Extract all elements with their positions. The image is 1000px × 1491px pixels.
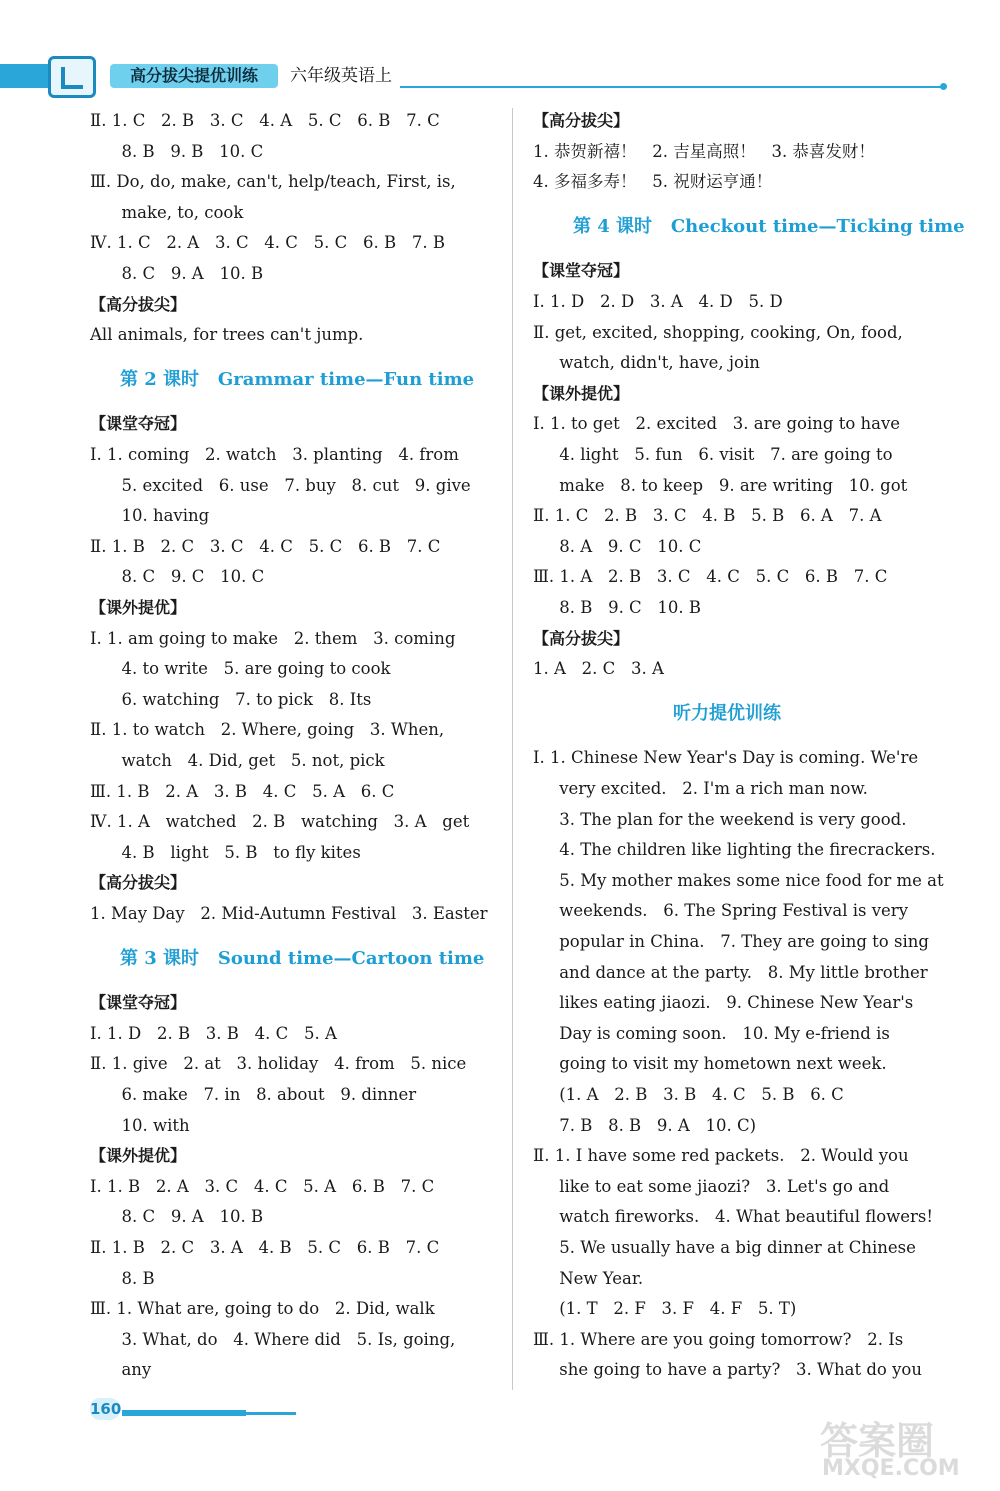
answer-line: 3. The plan for the weekend is very good. — [533, 809, 907, 829]
lesson-title: 第 4 课时 Checkout time—Ticking time — [573, 215, 965, 237]
answer-line: 10. having — [90, 506, 210, 526]
answer-line: Ⅲ. 1. A 2. B 3. C 4. C 5. C 6. B 7. C — [533, 567, 888, 587]
section-heading: 【高分拔尖】 — [533, 628, 630, 648]
footer-rule — [122, 1410, 246, 1416]
answer-line: 6. make 7. in 8. about 9. dinner — [90, 1085, 417, 1104]
answer-line: 10. with — [90, 1115, 190, 1135]
answer-line: watch 4. Did, get 5. not, pick — [90, 751, 385, 770]
answer-line: 4. B light 5. B to fly kites — [90, 842, 361, 862]
answer-line: Ⅱ. get, excited, shopping, cooking, On, food, — [533, 322, 903, 342]
answer-line: Ⅱ. 1. to watch 2. Where, going 3. When, — [90, 720, 445, 740]
answer-line: Ⅲ. 1. Where are you going tomorrow? 2. Is — [533, 1329, 904, 1349]
lesson-title: 第 3 课时 Sound time—Cartoon time — [120, 947, 485, 969]
answer-line: 5. excited 6. use 7. buy 8. cut 9. give — [90, 475, 471, 495]
answer-line: 5. My mother makes some nice food for me at — [533, 870, 944, 890]
section-heading: 【高分拔尖】 — [533, 111, 630, 130]
lesson-title: 听力提优训练 — [673, 702, 781, 724]
answer-line: Ⅰ. 1. D 2. B 3. B 4. C 5. A — [90, 1023, 337, 1043]
section-heading: 【课外提优】 — [533, 383, 630, 403]
answer-line: and dance at the party. 8. My little brother — [533, 962, 928, 982]
answer-line: (1. A 2. B 3. B 4. C 5. B 6. C — [533, 1085, 844, 1104]
answer-line: Ⅱ. 1. B 2. C 3. A 4. B 5. C 6. B 7. C — [90, 1238, 440, 1257]
answer-line: (1. T 2. F 3. F 4. F 5. T) — [533, 1299, 797, 1319]
answer-line: likes eating jiaozi. 9. Chinese New Year's — [533, 993, 914, 1013]
answer-line: 8. C 9. C 10. C — [90, 567, 265, 587]
answer-line: any — [90, 1360, 152, 1380]
answer-line: Ⅱ. 1. C 2. B 3. C 4. A 5. C 6. B 7. C — [90, 111, 440, 130]
answer-line: Ⅰ. 1. coming 2. watch 3. planting 4. from — [90, 445, 459, 464]
answer-line: 8. B — [90, 1268, 155, 1288]
answer-line: 5. We usually have a big dinner at Chinese — [533, 1238, 916, 1257]
answer-line: 3. What, do 4. Where did 5. Is, going, — [90, 1329, 456, 1349]
answer-line: watch, didn't, have, join — [533, 353, 760, 373]
section-heading: 【课堂夺冠】 — [533, 261, 630, 281]
section-heading: 【课堂夺冠】 — [90, 414, 187, 434]
answer-line: Ⅰ. 1. Chinese New Year's Day is coming. We're — [533, 748, 919, 768]
page-header — [0, 0, 1000, 110]
answer-line: Day is coming soon. 10. My e-friend is — [533, 1023, 890, 1043]
answer-line: New Year. — [533, 1268, 644, 1288]
answer-line: like to eat some jiaozi? 3. Let's go and — [533, 1176, 890, 1196]
answer-line: 1. 恭贺新禧！ 2. 吉星高照！ 3. 恭喜发财！ — [533, 141, 875, 161]
answer-line: Ⅳ. 1. C 2. A 3. C 4. C 5. C 6. B 7. B — [90, 233, 445, 253]
watermark-url: MXQE.COM — [822, 1456, 960, 1481]
answer-line: Ⅲ. Do, do, make, can't, help/teach, First, is, — [90, 172, 456, 192]
answer-line: Ⅲ. 1. B 2. A 3. B 4. C 5. A 6. C — [90, 781, 395, 801]
answer-line: 6. watching 7. to pick 8. Its — [90, 689, 372, 709]
answer-line: popular in China. 7. They are going to sing — [533, 932, 929, 951]
footer-rule-thin — [246, 1412, 296, 1415]
answer-line: watch fireworks. 4. What beautiful flowers! — [533, 1207, 934, 1227]
answer-line: Ⅰ. 1. D 2. D 3. A 4. D 5. D — [533, 292, 783, 311]
section-heading: 【课堂夺冠】 — [90, 993, 187, 1013]
answer-line: make 8. to keep 9. are writing 10. got — [533, 475, 908, 495]
answer-line: Ⅰ. 1. to get 2. excited 3. are going to have — [533, 414, 901, 434]
answer-line: Ⅱ. 1. B 2. C 3. C 4. C 5. C 6. B 7. C — [90, 536, 441, 556]
answer-line: All animals, for trees can't jump. — [90, 325, 364, 345]
lesson-title: 第 2 课时 Grammar time—Fun time — [120, 368, 475, 390]
section-heading: 【课外提优】 — [90, 1146, 187, 1166]
answer-line: 8. C 9. A 10. B — [90, 264, 264, 283]
answer-line: 4. to write 5. are going to cook — [90, 659, 391, 679]
answer-line: 1. A 2. C 3. A — [533, 659, 664, 679]
section-heading: 【高分拔尖】 — [90, 873, 187, 893]
answer-line: Ⅲ. 1. What are, going to do 2. Did, walk — [90, 1299, 435, 1319]
subject-label: 六年级英语上 — [290, 66, 392, 86]
section-heading: 【高分拔尖】 — [90, 294, 187, 314]
answer-line: 8. C 9. A 10. B — [90, 1207, 264, 1227]
answer-line: she going to have a party? 3. What do you — [533, 1360, 922, 1380]
answer-line: 4. 多福多寿！ 5. 祝财运亨通！ — [533, 172, 773, 192]
book-title: 高分拔尖提优训练 — [110, 64, 278, 88]
answer-line: very excited. 2. I'm a rich man now. — [533, 779, 868, 798]
answer-line: 4. light 5. fun 6. visit 7. are going to — [533, 445, 893, 464]
answer-line: 8. B 9. B 10. C — [90, 141, 264, 161]
column-divider — [512, 108, 513, 1390]
answer-line: Ⅱ. 1. I have some red packets. 2. Would you — [533, 1146, 909, 1166]
section-heading: 【课外提优】 — [90, 598, 187, 617]
page-number: 160 — [90, 1400, 122, 1418]
answer-line: 1. May Day 2. Mid-Autumn Festival 3. Easter — [90, 904, 488, 923]
answer-line: Ⅰ. 1. B 2. A 3. C 4. C 5. A 6. B 7. C — [90, 1176, 435, 1196]
watermark-logo — [820, 1410, 990, 1485]
answer-line: 8. B 9. C 10. B — [533, 598, 702, 617]
answer-line: Ⅱ. 1. C 2. B 3. C 4. B 5. B 6. A 7. A — [533, 506, 882, 526]
book-logo-icon — [48, 56, 96, 98]
answer-line: make, to, cook — [90, 202, 244, 222]
answer-line: Ⅱ. 1. give 2. at 3. holiday 4. from 5. nice — [90, 1054, 467, 1074]
answer-line: 8. A 9. C 10. C — [533, 536, 702, 556]
answer-line: weekends. 6. The Spring Festival is very — [533, 901, 909, 921]
answer-line: Ⅰ. 1. am going to make 2. them 3. coming — [90, 628, 456, 648]
answer-line: going to visit my hometown next week. — [533, 1054, 887, 1074]
answer-line: 4. The children like lighting the firecrackers. — [533, 840, 936, 860]
watermark-text: 答案圈 — [820, 1419, 935, 1463]
answer-line: 7. B 8. B 9. A 10. C) — [533, 1115, 757, 1135]
answer-line: Ⅳ. 1. A watched 2. B watching 3. A get — [90, 812, 470, 832]
